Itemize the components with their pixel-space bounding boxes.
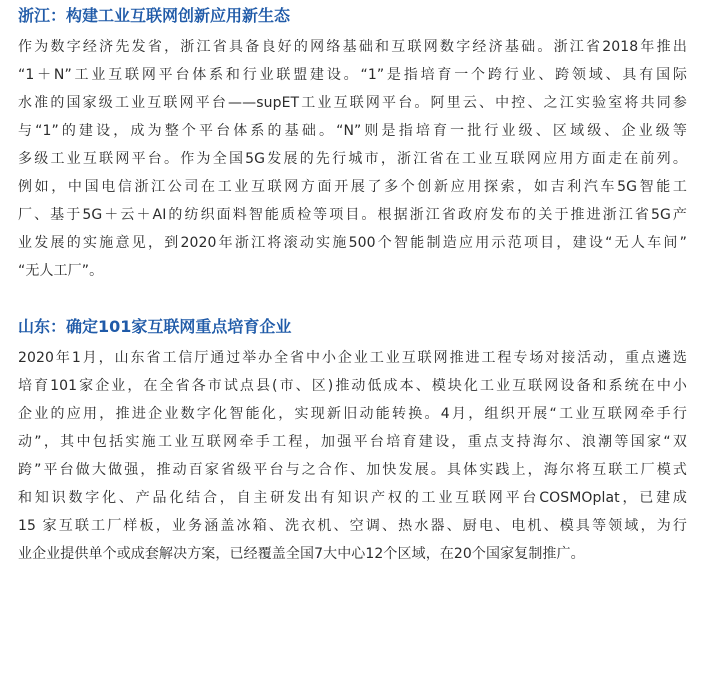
paragraph-line: “无人工厂”。 xyxy=(18,263,104,279)
section-shandong xyxy=(18,315,687,568)
paragraph-line: 2020年1月，山东省工信厅通过举办全省中小企业工业互联网推进工程专场对接活动，重点遴选 xyxy=(18,350,687,366)
section-paragraph xyxy=(18,33,687,285)
paragraph-line: 与“1”的建设，成为整个平台体系的基础。“N”则是指培育一批行业级、区域级、企业级等 xyxy=(18,123,687,139)
section-zhejiang xyxy=(18,4,687,285)
paragraph-line: 业企业提供单个或成套解决方案，已经覆盖全国7大中心12个区域，在20个国家复制推广。 xyxy=(18,546,585,562)
section-heading: 山东：确定101家互联网重点培育企业 xyxy=(18,317,292,336)
paragraph-line: 动”，其中包括实施工业互联网牵手工程，加强平台培育建设，重点支持海尔、浪潮等国家“双 xyxy=(18,434,687,450)
paragraph-line: 多级工业互联网平台。作为全国5G发展的先行城市，浙江省在工业互联网应用方面走在前列。 xyxy=(18,151,687,167)
paragraph-line: 企业的应用，推进企业数字化智能化，实现新旧动能转换。4月，组织开展“工业互联网牵手行 xyxy=(18,406,687,422)
paragraph-line: “1＋N”工业互联网平台体系和行业联盟建设。“1”是指培育一个跨行业、跨领域、具有国际 xyxy=(18,67,687,83)
paragraph-line: 和知识数字化、产品化结合，自主研发出有知识产权的工业互联网平台COSMOplat，已建成 xyxy=(18,490,687,506)
paragraph-line: 厂、基于5G＋云＋AI的纺织面料智能质检等项目。根据浙江省政府发布的关于推进浙江省5G产 xyxy=(18,207,687,223)
paragraph-line: 水准的国家级工业互联网平台——supET工业互联网平台。阿里云、中控、之江实验室将共同参 xyxy=(18,95,687,111)
paragraph-line: 业发展的实施意见，到2020年浙江将滚动实施500个智能制造应用示范项目，建设“无人车间” xyxy=(18,235,687,251)
paragraph-line: 跨”平台做大做强，推动百家省级平台与之合作、加快发展。具体实践上，海尔将互联工厂模式 xyxy=(18,462,687,478)
paragraph-line: 15 家互联工厂样板，业务涵盖冰箱、洗衣机、空调、热水器、厨电、电机、模具等领域，为行 xyxy=(18,518,687,534)
paragraph-line: 例如，中国电信浙江公司在工业互联网方面开展了多个创新应用探索，如吉利汽车5G智能工 xyxy=(18,179,687,195)
paragraph-line: 培育101家企业，在全省各市试点县(市、区)推动低成本、模块化工业互联网设备和系统在中小 xyxy=(18,378,687,394)
paragraph-line: 作为数字经济先发省，浙江省具备良好的网络基础和互联网数字经济基础。浙江省2018年推出 xyxy=(18,39,687,55)
section-heading: 浙江：构建工业互联网创新应用新生态 xyxy=(18,6,291,25)
section-paragraph xyxy=(18,344,687,568)
